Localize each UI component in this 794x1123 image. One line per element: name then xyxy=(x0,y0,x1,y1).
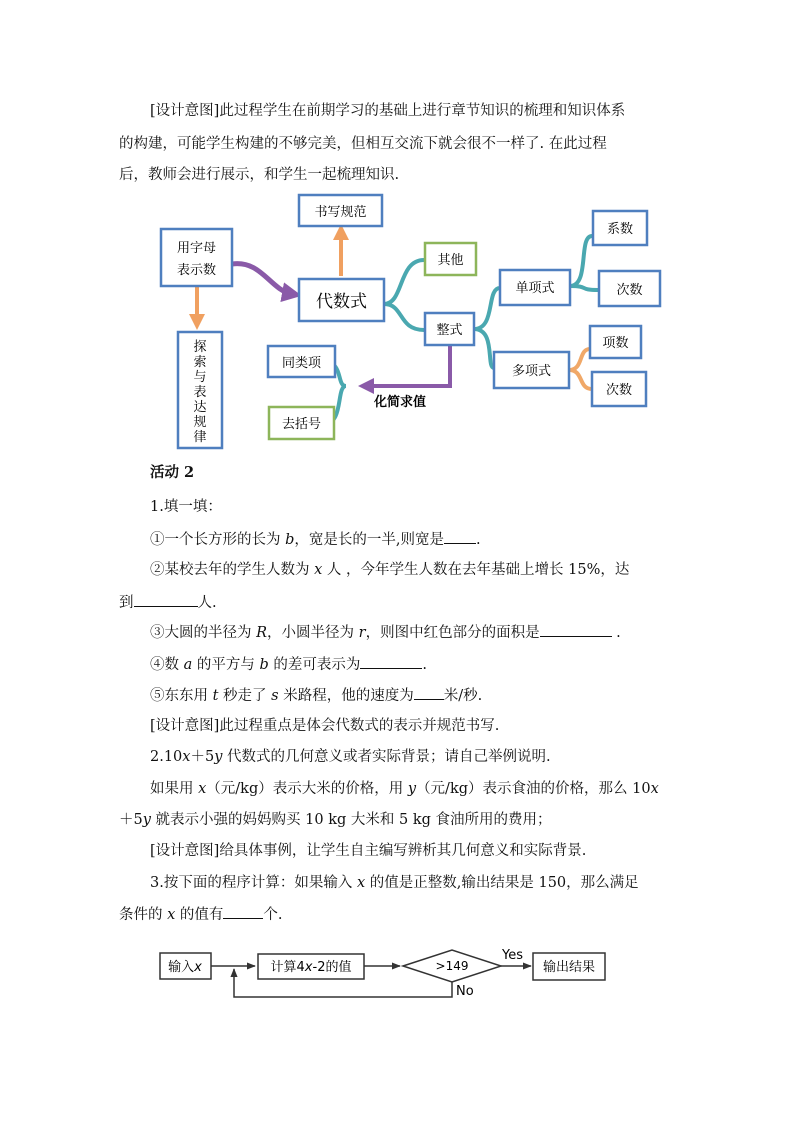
flow-input-text: 输入x xyxy=(168,960,202,975)
activity-title: 活动 2 xyxy=(150,464,195,481)
blank-width[interactable] xyxy=(444,529,476,544)
flow-compute-text: 计算4x-2的值 xyxy=(270,960,352,975)
box-writing-norms-label: 书写规范 xyxy=(314,205,367,220)
box-explore-char-2: 索 xyxy=(193,355,207,370)
bracket-polynomial xyxy=(569,349,592,389)
box-number-of-terms-label: 项数 xyxy=(602,336,629,351)
box-remove-brackets-label: 去括号 xyxy=(281,417,322,432)
box-monomial-label: 单项式 xyxy=(515,281,555,296)
program-flowchart xyxy=(0,940,794,1010)
blank-speed[interactable] xyxy=(414,685,444,700)
q1-item-d: ④数 a 的平方与 b 的差可表示为 . xyxy=(150,654,427,675)
q1-item-c: ③大圆的半径为 R，小圆半径为 r，则图中红色部分的面积是 . xyxy=(150,622,621,643)
q3-line2: 条件的 x 的值有 个. xyxy=(119,904,283,925)
flow-no-label: No xyxy=(456,984,474,999)
q1-title: 1.填一填： xyxy=(150,499,222,515)
flow-output-text: 输出结果 xyxy=(542,960,596,975)
box-letters-line2: 表示数 xyxy=(176,263,217,278)
q1-item-b: ②某校去年的学生人数为 x 人 ，今年学生人数在去年基础上增长 15%，达 xyxy=(150,562,630,578)
box-explore-char-1: 探 xyxy=(193,340,207,355)
q2-example-line2: ＋5y 就表示小强的妈妈购买 10 kg 大米和 5 kg 食油所用的费用； xyxy=(119,812,552,828)
q2: 2.10x＋5y 代数式的几何意义或者实际背景；请自己举例说明. xyxy=(150,749,551,765)
design-intent-3: [设计意图]给具体事例，让学生自主编写辨析其几何意义和实际背景. xyxy=(150,843,587,859)
box-explore-char-4: 表 xyxy=(193,385,207,400)
box-polynomial-label: 多项式 xyxy=(511,364,552,379)
q1-item-b-cont: 到 人. xyxy=(119,592,217,613)
arrow-letters-to-expression xyxy=(232,264,292,294)
q1-item-a: ①一个长方形的长为 b，宽是长的一半,则宽是 . xyxy=(150,529,481,550)
q2-example-line1: 如果用 x（元/kg）表示大米的价格，用 y（元/kg）表示食油的价格，那么 10x xyxy=(150,781,659,797)
intro-line-1: [设计意图]此过程学生在前期学习的基础上进行章节知识的梳理和知识体系 xyxy=(150,103,626,119)
box-coefficient-label: 系数 xyxy=(606,222,634,237)
box-letters-line1: 用字母 xyxy=(176,241,217,256)
box-algebraic-expression-label: 代数式 xyxy=(316,292,367,312)
flow-condition-text: >149 xyxy=(435,959,469,973)
q3-line1: 3.按下面的程序计算：如果输入 x 的值是正整数,输出结果是 150，那么满足 xyxy=(150,875,639,891)
arrow-integral-to-simplify xyxy=(366,345,450,386)
label-simplify-evaluate: 化简求值 xyxy=(374,395,427,410)
blank-difference[interactable] xyxy=(360,654,422,669)
blank-students[interactable] xyxy=(134,592,198,607)
box-explore-char-7: 律 xyxy=(193,430,207,445)
box-explore-char-3: 与 xyxy=(193,370,207,385)
blank-count[interactable] xyxy=(223,904,263,919)
box-other-label: 其他 xyxy=(437,253,464,268)
blank-red-area[interactable] xyxy=(540,622,612,637)
design-intent-2: [设计意图]此过程重点是体会代数式的表示并规范书写. xyxy=(150,718,500,734)
box-degree-polynomial-label: 次数 xyxy=(605,383,633,398)
intro-line-3: 后，教师会进行展示，和学生一起梳理知识. xyxy=(119,167,400,183)
bracket-expression xyxy=(384,260,424,330)
knowledge-mindmap xyxy=(0,190,794,460)
box-explore-char-6: 规 xyxy=(193,415,207,430)
box-explore-char-5: 达 xyxy=(193,400,207,415)
intro-line-2: 的构建，可能学生构建的不够完美，但相互交流下就会很不一样了. 在此过程 xyxy=(119,136,607,152)
box-degree-monomial-label: 次数 xyxy=(616,283,643,298)
flow-yes-label: Yes xyxy=(502,948,523,963)
box-integral-label: 整式 xyxy=(436,323,463,338)
q1-item-e: ⑤东东用 t 秒走了 s 米路程，他的速度为 米/秒. xyxy=(150,685,482,706)
box-like-terms-label: 同类项 xyxy=(281,356,322,371)
